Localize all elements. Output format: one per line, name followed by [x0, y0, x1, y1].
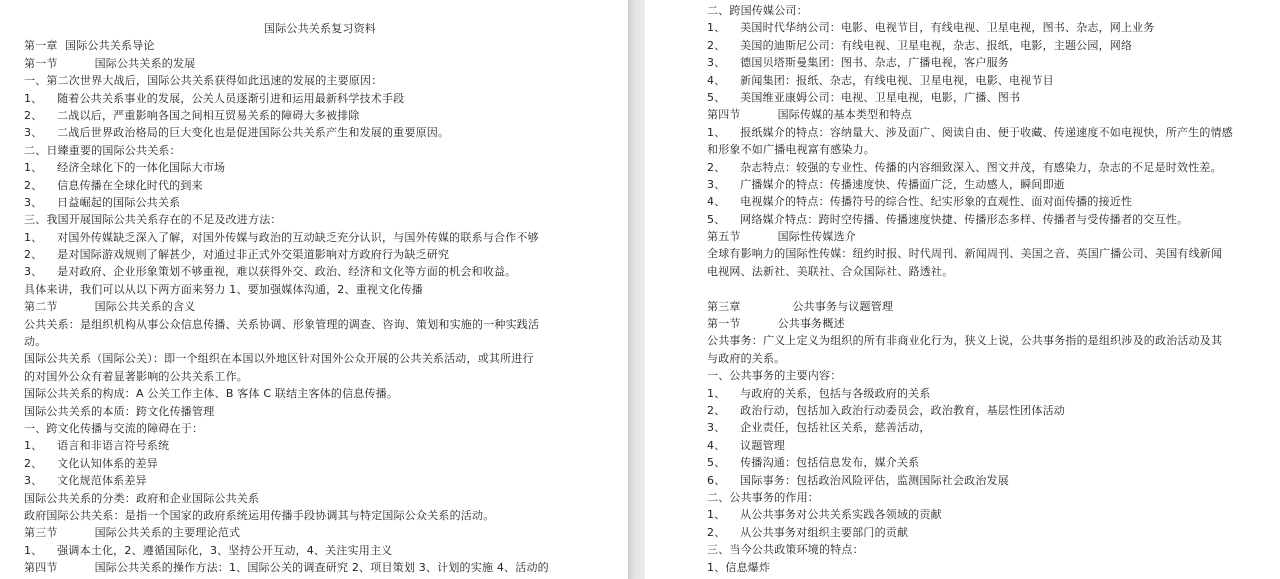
text-line: 全球有影响力的国际性传媒：纽约时报、时代周刊、新闻周刊、美国之音、英国广播公司、美国有线新闻: [707, 247, 1223, 261]
text-line: 2、 从公共事务对组织主要部门的贡献: [707, 525, 909, 539]
text-line: 第四节 国际公共关系的操作方法：1、国际公关的调查研究 2、项目策划 3、计划的实施 4、活动的: [24, 561, 549, 575]
text-line: 具体来讲，我们可以从以下两方面来努力 1、要加强媒体沟通，2、重视文化传播: [24, 282, 423, 296]
text-line: 和形象不如广播电视富有感染力。: [707, 143, 875, 157]
text-line: 第四节 国际传媒的基本类型和特点: [707, 108, 912, 122]
text-line: 二、跨国传媒公司：: [707, 4, 808, 17]
text-line: 2、 文化认知体系的差异: [24, 456, 158, 470]
text-line: 公共关系：是组织机构从事公众信息传播、关系协调、形象管理的调查、咨询、策划和实施的一种实践活: [24, 317, 540, 331]
text-line: 4、 新闻集团：报纸、杂志，有线电视、卫星电视，电影、电视节目: [707, 73, 1054, 87]
text-line: 5、 美国维亚康姆公司：电视、卫星电视，电影，广播、图书: [707, 90, 1021, 104]
text-line: 4、 议题管理: [707, 438, 785, 452]
text-line: 的对国外公众有着显著影响的公共关系工作。: [24, 369, 248, 383]
document-page-left: [0, 0, 628, 579]
text-line: 6、 国际事务：包括政治风险评估，监测国际社会政治发展: [707, 473, 1009, 487]
text-line: 第二节 国际公共关系的含义: [24, 300, 196, 314]
text-line: 4、 电视媒介的特点：传播符号的综合性、纪实形象的直观性、面对面传播的接近性: [707, 195, 1133, 209]
text-line: 一、公共事务的主要内容：: [707, 369, 842, 383]
text-line: 1、 美国时代华纳公司：电影、电视节目，有线电视、卫星电视，图书、杂志，网上业务: [707, 21, 1155, 35]
text-line: 3、 二战后世界政治格局的巨大变化也是促进国际公共关系产生和发展的重要原因。: [24, 126, 450, 140]
text-line: 3、 文化规范体系差异: [24, 474, 147, 488]
text-line: 国际公共关系的构成：A 公关工作主体、B 客体 C 联结主客体的信息传播。: [24, 387, 399, 401]
text-line: 1、 经济全球化下的一体化国际大市场: [24, 161, 226, 175]
text-line: 政府国际公共关系：是指一个国家的政府系统运用传播手段协调其与特定国际公众关系的活动。: [24, 508, 495, 522]
text-line: 2、 政治行动，包括加入政治行动委员会，政治教育，基层性团体活动: [707, 403, 1065, 417]
text-line: 二、公共事务的作用：: [707, 490, 819, 504]
text-line: 一、跨文化传播与交流的障碍在于：: [24, 421, 204, 435]
text-line: 1、 与政府的关系，包括与各级政府的关系: [707, 386, 931, 400]
document-page-right: [645, 0, 1280, 579]
text-line: 与政府的关系。: [707, 351, 786, 365]
text-line: 三、当今公共政策环境的特点：: [707, 543, 864, 557]
text-line: 5、 网络媒介特点：跨时空传播、传播速度快捷、传播形态多样、传播者与受传播者的交互性。: [707, 212, 1189, 226]
left-page-text: [24, 37, 628, 576]
text-line: 第一节 国际公共关系的发展: [24, 56, 196, 70]
text-line: 国际公共关系的分类：政府和企业国际公共关系: [24, 491, 260, 505]
text-line: 3、 德国贝塔斯曼集团：图书、杂志，广播电视，客户服务: [707, 56, 1009, 70]
text-line: 1、 对国外传媒缺乏深入了解，对国外传媒与政治的互动缺乏充分认识，与国外传媒的联系与合作不够: [24, 230, 539, 244]
text-line: 第三节 国际公共关系的主要理论范式: [24, 526, 241, 540]
text-line: 一、第二次世界大战后，国际公共关系获得如此迅速的发展的主要原因：: [24, 74, 383, 88]
document-title: 国际公共关系复习资料: [264, 22, 376, 35]
text-line: 3、 企业责任，包括社区关系，慈善活动，: [707, 421, 931, 435]
text-line: 2、 是对国际游戏规则了解甚少，对通过非正式外交渠道影响对方政府行为缺乏研究: [24, 248, 450, 262]
text-line: 二、日臻重要的国际公共关系：: [24, 143, 181, 157]
text-line: 1、信息爆炸: [707, 560, 771, 574]
text-line: 2、 信息传播在全球化时代的到来: [24, 178, 203, 192]
text-line: 1、 随着公共关系事业的发展，公关人员逐渐引进和运用最新科学技术手段: [24, 91, 405, 105]
text-line: 第三章 公共事务与议题管理: [707, 299, 894, 313]
text-line: 公共事务：广义上定义为组织的所有非商业化行为，狭义上说，公共事务指的是组织涉及的政治活动及其: [707, 334, 1223, 348]
text-line: [707, 280, 1280, 297]
text-line: 3、 日益崛起的国际公共关系: [24, 195, 181, 209]
text-line: 2、 杂志特点：较强的专业性、传播的内容细致深入、图文并茂，有感染力，杂志的不足是时效性差。: [707, 160, 1222, 174]
right-page-text: [707, 2, 1280, 576]
text-line: 第一节 公共事务概述: [707, 317, 845, 331]
text-line: 第五节 国际性传媒选介: [707, 230, 856, 244]
text-line: 1、 语言和非语言符号系统: [24, 439, 170, 453]
text-line: 三、我国开展国际公共关系存在的不足及改进方法：: [24, 213, 282, 227]
text-line: 第一章 国际公共关系导论: [24, 39, 155, 53]
text-line: 5、 传播沟通：包括信息发布，媒介关系: [707, 456, 920, 470]
text-line: 2、 二战以后，严重影响各国之间相互贸易关系的障碍大多被排除: [24, 108, 360, 122]
text-line: 2、 美国的迪斯尼公司：有线电视、卫星电视，杂志、报纸，电影，主题公园，网络: [707, 38, 1133, 52]
text-line: 电视网、法新社、美联社、合众国际社、路透社。: [707, 264, 954, 278]
text-line: 1、 强调本土化，2、遵循国际化，3、坚持公开互动，4、关注实用主义: [24, 543, 393, 557]
text-line: 1、 从公共事务对公共关系实践各领域的贡献: [707, 508, 942, 522]
page-gutter: [628, 0, 645, 579]
text-line: 3、 广播媒介的特点：传播速度快、传播面广泛，生动感人，瞬间即逝: [707, 177, 1065, 191]
text-line: 动。: [24, 335, 47, 349]
text-line: 1、 报纸媒介的特点：容纳量大、涉及面广、阅读自由、便于收藏、传递速度不如电视快，所产生的情感: [707, 125, 1233, 139]
text-line: 国际公共关系的本质：跨文化传播管理: [24, 404, 215, 418]
text-line: 3、 是对政府、企业形象策划不够重视，难以获得外交、政治、经济和文化等方面的机会和收益。: [24, 265, 517, 279]
text-line: 国际公共关系（国际公关）：即一个组织在本国以外地区针对国外公众开展的公共关系活动，或其所进行: [24, 352, 534, 366]
